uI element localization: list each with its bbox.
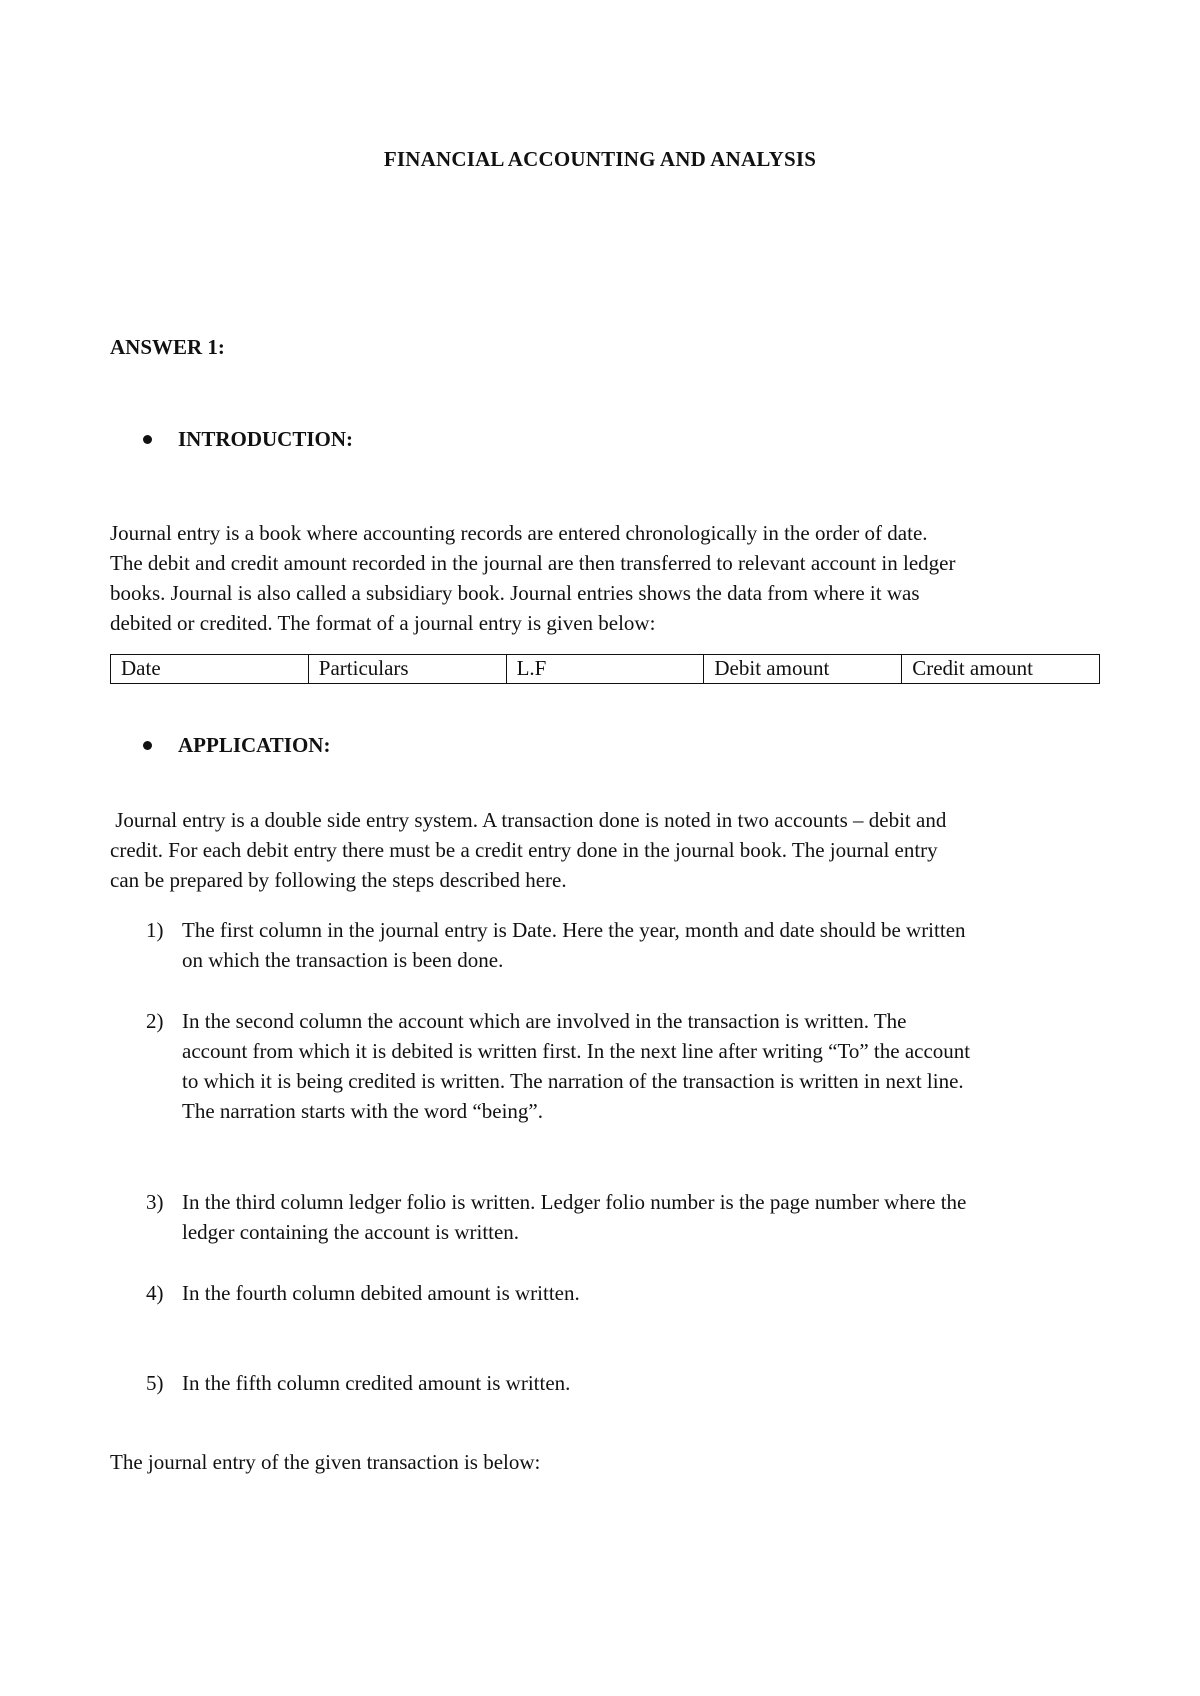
column-header-credit-amount: Credit amount: [902, 655, 1100, 684]
closing-paragraph: The journal entry of the given transaction is below:: [110, 1450, 541, 1474]
introduction-heading: [143, 427, 353, 452]
introduction-heading-label: INTRODUCTION:: [178, 427, 354, 451]
document-title: FINANCIAL ACCOUNTING AND ANALYSIS: [383, 147, 817, 171]
step-text: [182, 1278, 1112, 1308]
step-number: 5): [146, 1371, 164, 1395]
paragraph-line: books. Journal is also called a subsidiary book. Journal entries shows the data from where it was: [110, 581, 920, 605]
step-line: The narration starts with the word “being”.: [182, 1099, 543, 1123]
introduction-paragraph: [110, 518, 1100, 638]
table-row: [111, 655, 1100, 684]
application-paragraph: [110, 805, 1100, 895]
step-text: [182, 1187, 1112, 1247]
paragraph-line: credit. For each debit entry there must be a credit entry done in the journal book. The journal entry: [110, 838, 938, 862]
step-number: 2): [146, 1009, 164, 1033]
step-number: 1): [146, 918, 164, 942]
step-text: [182, 915, 1112, 975]
column-header-lf: L.F: [506, 655, 704, 684]
column-header-date: Date: [111, 655, 309, 684]
application-heading: [143, 733, 330, 758]
paragraph-line: can be prepared by following the steps described here.: [110, 868, 567, 892]
paragraph-line: debited or credited. The format of a journal entry is given below:: [110, 611, 656, 635]
step-line: to which it is being credited is written. The narration of the transaction is written in next line.: [182, 1069, 964, 1093]
step-number: 4): [146, 1281, 164, 1305]
step-line: In the fifth column credited amount is written.: [182, 1371, 571, 1395]
answer-heading: ANSWER 1:: [110, 335, 225, 359]
step-number: 3): [146, 1190, 164, 1214]
paragraph-line: Journal entry is a book where accounting records are entered chronologically in the order of date.: [110, 521, 928, 545]
paragraph-line: Journal entry is a double side entry system. A transaction done is noted in two accounts – debit and: [110, 808, 947, 832]
bullet-icon: [143, 741, 152, 750]
step-text: [182, 1368, 1112, 1398]
step-line: on which the transaction is been done.: [182, 948, 504, 972]
bullet-icon: [143, 435, 152, 444]
step-line: The first column in the journal entry is Date. Here the year, month and date should be written: [182, 918, 966, 942]
step-line: In the fourth column debited amount is written.: [182, 1281, 580, 1305]
step-line: In the second column the account which are involved in the transaction is written. The: [182, 1009, 907, 1033]
step-line: In the third column ledger folio is written. Ledger folio number is the page number where the: [182, 1190, 967, 1214]
journal-format-table: [110, 654, 1100, 684]
column-header-particulars: Particulars: [308, 655, 506, 684]
column-header-debit-amount: Debit amount: [704, 655, 902, 684]
step-line: ledger containing the account is written.: [182, 1220, 520, 1244]
paragraph-line: The debit and credit amount recorded in the journal are then transferred to relevant account in ledger: [110, 551, 956, 575]
application-heading-label: APPLICATION:: [178, 733, 331, 757]
step-line: account from which it is debited is written first. In the next line after writing “To” the account: [182, 1039, 971, 1063]
step-text: [182, 1006, 1112, 1126]
